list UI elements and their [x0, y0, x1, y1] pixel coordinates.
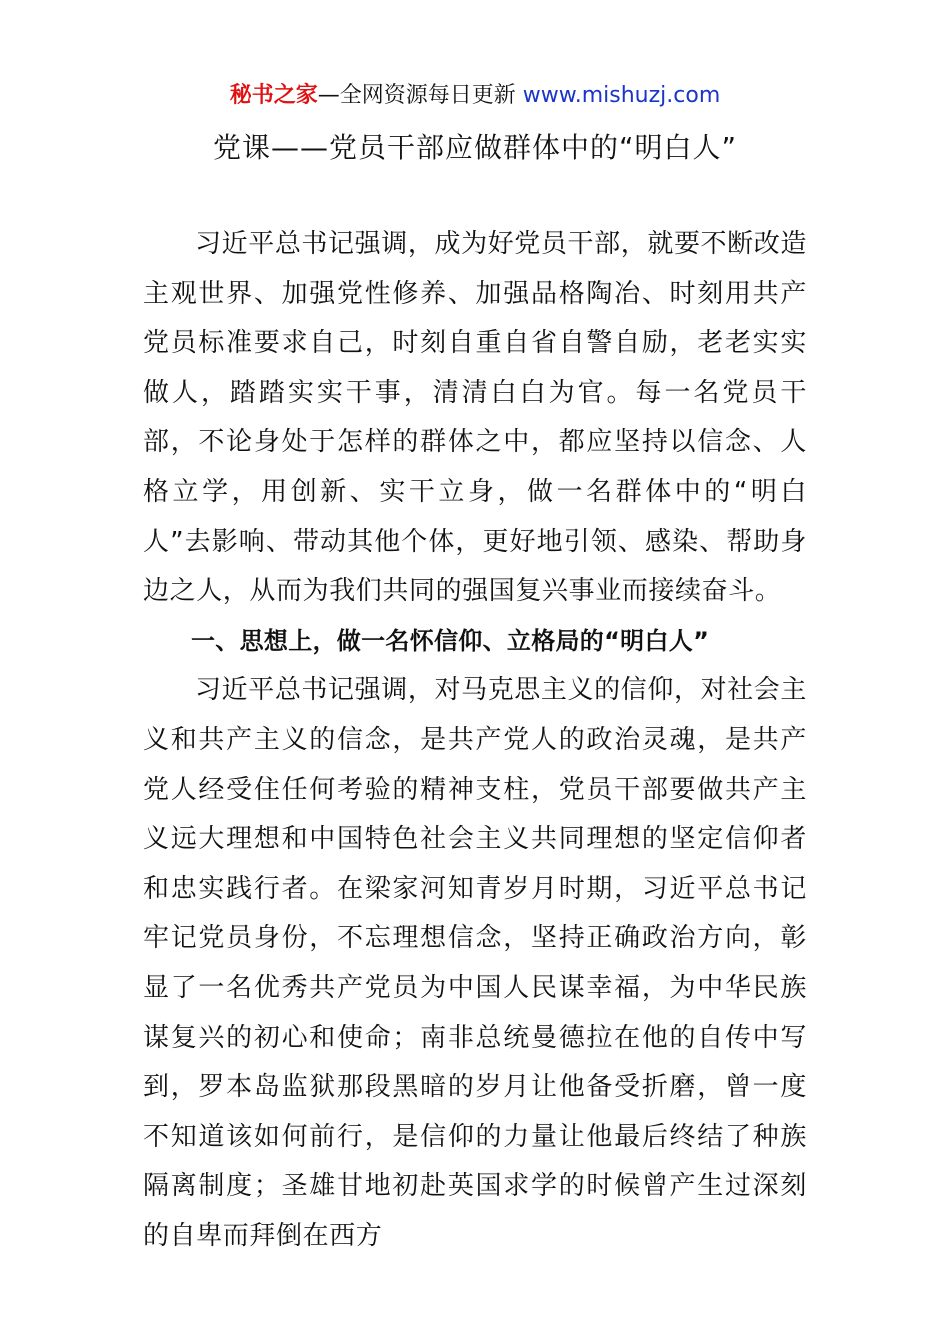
section-heading-1: 一、思想上，做一名怀信仰、立格局的“明白人” [191, 626, 710, 655]
intro-paragraph: 习近平总书记强调，成为好党员干部，就要不断改造主观世界、加强党性修养、加强品格陶冶、时刻用共产党员标准要求自己，时刻自重自省自警自励，老老实实做人，踏踏实实干事，清清白白为官。每一名党员干部，不论身处于怎样的群体之中，都应坚持以信念、人格立学，用创新、实干立身，做一名群体中的“明白人”去影响、带动其他个体，更好地引领、感染、帮助身边之人，从而为我们共同的强国复兴事业而接续奋斗。 [143, 229, 807, 607]
document-title: 党课——党员干部应做群体中的“明白人” [212, 131, 737, 164]
site-header [0, 80, 950, 112]
site-name: 秘书之家 [229, 83, 318, 108]
site-url-link[interactable]: www.mishuzj.com [522, 83, 721, 108]
document-body [143, 220, 807, 1261]
section-1-paragraph: 习近平总书记强调，对马克思主义的信仰，对社会主义和共产主义的信念，是共产党人的政治灵魂，是共产党人经受住任何考验的精神支柱，党员干部要做共产主义远大理想和中国特色社会主义共同理想的坚定信仰者和忠实践行者。在梁家河知青岁月时期，习近平总书记牢记党员身份，不忘理想信念，坚持正确政治方向，彰显了一名优秀共产党员为中国人民谋幸福，为中华民族谋复兴的初心和使命；南非总统曼德拉在他的自传中写到，罗本岛监狱那段黑暗的岁月让他备受折磨，曾一度不知道该如何前行，是信仰的力量让他最后终结了种族隔离制度；圣雄甘地初赴英国求学的时候曾产生过深刻的自卑而拜倒在西方 [143, 675, 807, 1251]
site-tagline: —全网资源每日更新 [317, 83, 523, 108]
